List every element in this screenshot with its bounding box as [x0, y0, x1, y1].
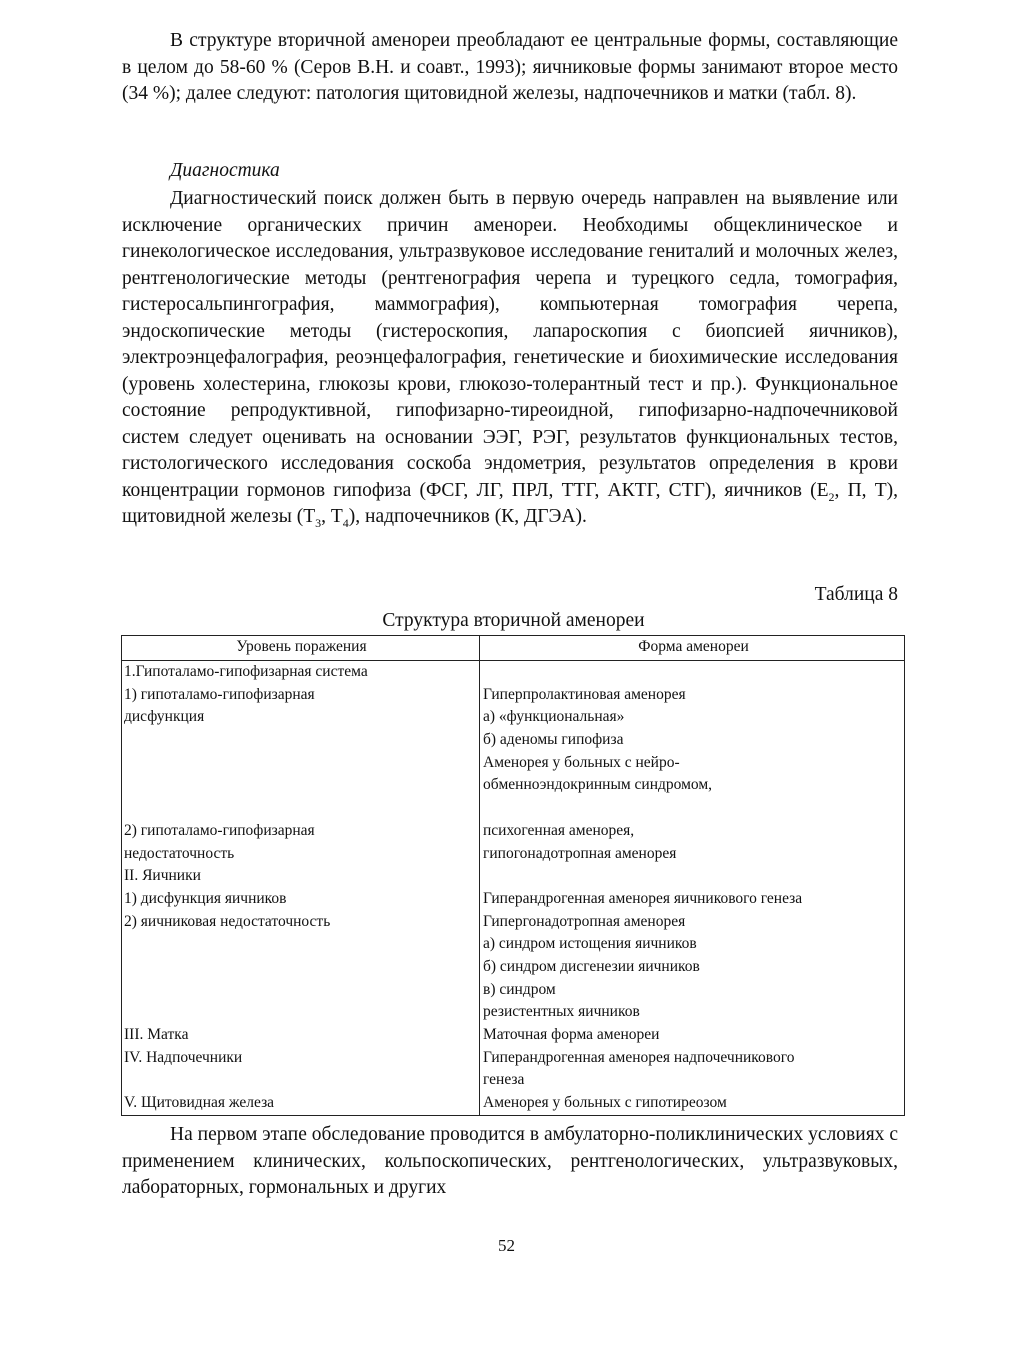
table-cell-level: 1) гипоталамо-гипофизарная — [124, 685, 315, 703]
table-column-form — [480, 661, 904, 1115]
subscript-e2: 2 — [828, 489, 835, 504]
table-cell-form: Гиперпролактиновая аменорея — [483, 685, 686, 703]
table-cell-level — [124, 979, 479, 1002]
table-cell-level: V. Щитовидная железа — [124, 1094, 275, 1112]
table-cell-form: а) синдром истощения яичников — [483, 935, 697, 953]
diagnostics-text-mid: , П, Т), щитовидной железы (Т — [122, 479, 898, 527]
diagnostics-text-main: Диагностический поиск должен быть в первую очередь направлен на выявление или исключение органических причин аменореи. Необходимы общеклиническое и гинекологическое исследования, ультразвуковое исследование гениталий и молочных желез, рентгенологические методы (рентгенография черепа и турецкого седла, томография, гистеросальпингография, маммография), компьютерная томография черепа, эндоскопические методы (гистероскопия, лапароскопия с биопсией яичников), электроэнцефалография, реоэнцефалография, генетические и биохимические исследования (уровень холестерина, глюкозы крови, глюкозо-толерантный тест и пр.). Функциональное состояние репродуктивной, гипофизарно-тиреоидной, гипофизарно-надпочечниковой систем следует оценивать на основании ЭЭГ, РЭГ, результатов функциональных тестов, гистологического исследования соскоба эндометрия, результатов определения в крови концентрации гормонов гипофиза (ФСГ, ЛГ, ПРЛ, ТТГ, АКТГ, СТГ), яичников (Е — [122, 188, 898, 501]
table-title: Структура вторичной аменореи — [382, 610, 645, 631]
table-cell-level — [124, 774, 479, 797]
table-cell-level — [124, 752, 479, 775]
table-cell-level: 1.Гипоталамо-гипофизарная система — [124, 663, 368, 680]
table-header-form: Форма аменореи — [638, 638, 749, 655]
table-cell-form: психогенная аменорея, — [483, 821, 635, 839]
table-cell-level: 2) яичниковая недостаточность — [124, 912, 331, 930]
table-cell-level — [124, 956, 479, 979]
subscript-t4: 4 — [342, 515, 349, 530]
table-cell-form: Гиперандрогенная аменорея надпочечникового — [483, 1048, 795, 1066]
outro-paragraph: На первом этапе обследование проводится в амбулаторно-поликлинических условиях с применением клинических, кольпоскопических, рентгенологических, ультразвуковых, лабораторных, гормональных и других — [122, 1124, 898, 1198]
intro-paragraph: В структуре вторичной аменореи преобладают ее центральные формы, составляющие в целом до 58-60 % (Серов В.Н. и соавт., 1993); яичниковые формы занимают второе место (34 %); далее следуют: патология щитовидной железы, надпочечников и матки (табл. 8). — [122, 30, 898, 104]
table-cell-form: Аменорея у больных с гипотиреозом — [483, 1094, 727, 1112]
table-cell-form: Маточная форма аменореи — [483, 1026, 660, 1043]
table-cell-level: IV. Надпочечники — [124, 1048, 243, 1066]
table-cell-level: 2) гипоталамо-гипофизарная — [124, 821, 315, 839]
table-cell-form: гипогонадотропная аменорея — [483, 844, 677, 862]
outro-section — [122, 1122, 898, 1202]
subscript-t3: 3 — [315, 515, 322, 530]
diagnostics-paragraph — [122, 186, 898, 531]
table-cell-level — [124, 1001, 479, 1024]
table-header-level: Уровень поражения — [122, 636, 480, 660]
diagnostics-section — [122, 186, 898, 531]
table-cell-form — [483, 865, 904, 888]
table-cell-level: III. Матка — [124, 1026, 189, 1043]
table-cell-level: дисфункция — [124, 708, 205, 726]
table-cell-level — [124, 729, 479, 752]
table-cell-form: б) синдром дисгенезии яичников — [483, 957, 700, 975]
diagnostics-text-comma: , Т — [321, 506, 343, 527]
table-cell-level: недостаточность — [124, 844, 235, 862]
table-cell-form — [483, 661, 904, 684]
table-cell-form: Аменорея у больных с нейро- — [483, 753, 680, 771]
table-cell-form: генеза — [483, 1071, 525, 1089]
page-number: 52 — [498, 1236, 515, 1255]
table-cell-form — [483, 797, 904, 820]
table-column-level — [122, 661, 480, 1115]
table-cell-level — [124, 797, 479, 820]
table-header-row — [122, 636, 904, 661]
table-cell-form: Гипергонадотропная аменорея — [483, 912, 686, 930]
diagnostics-heading: Диагностика — [170, 160, 280, 181]
table-body — [122, 661, 904, 1115]
table-cell-form: в) синдром — [483, 980, 556, 998]
table-cell-level — [124, 933, 479, 956]
table-cell-form: б) аденомы гипофиза — [483, 731, 624, 749]
table-cell-level: 1) дисфункция яичников — [124, 889, 287, 907]
table-cell-level — [124, 1069, 479, 1092]
table-cell-form: обменноэндокринным синдромом, — [483, 776, 713, 794]
table-cell-form: а) «функциональная» — [483, 708, 625, 726]
table-cell-form: Гиперандрогенная аменорея яичникового генеза — [483, 889, 803, 907]
intro-section — [122, 28, 898, 108]
table-cell-level: II. Яичники — [124, 867, 201, 885]
diagnostics-text-end: ), надпочечников (К, ДГЭА). — [348, 506, 587, 527]
table-number: Таблица 8 — [814, 584, 898, 605]
table-cell-form: резистентных яичников — [483, 1003, 640, 1021]
amenorrhea-structure-table — [121, 635, 905, 1116]
